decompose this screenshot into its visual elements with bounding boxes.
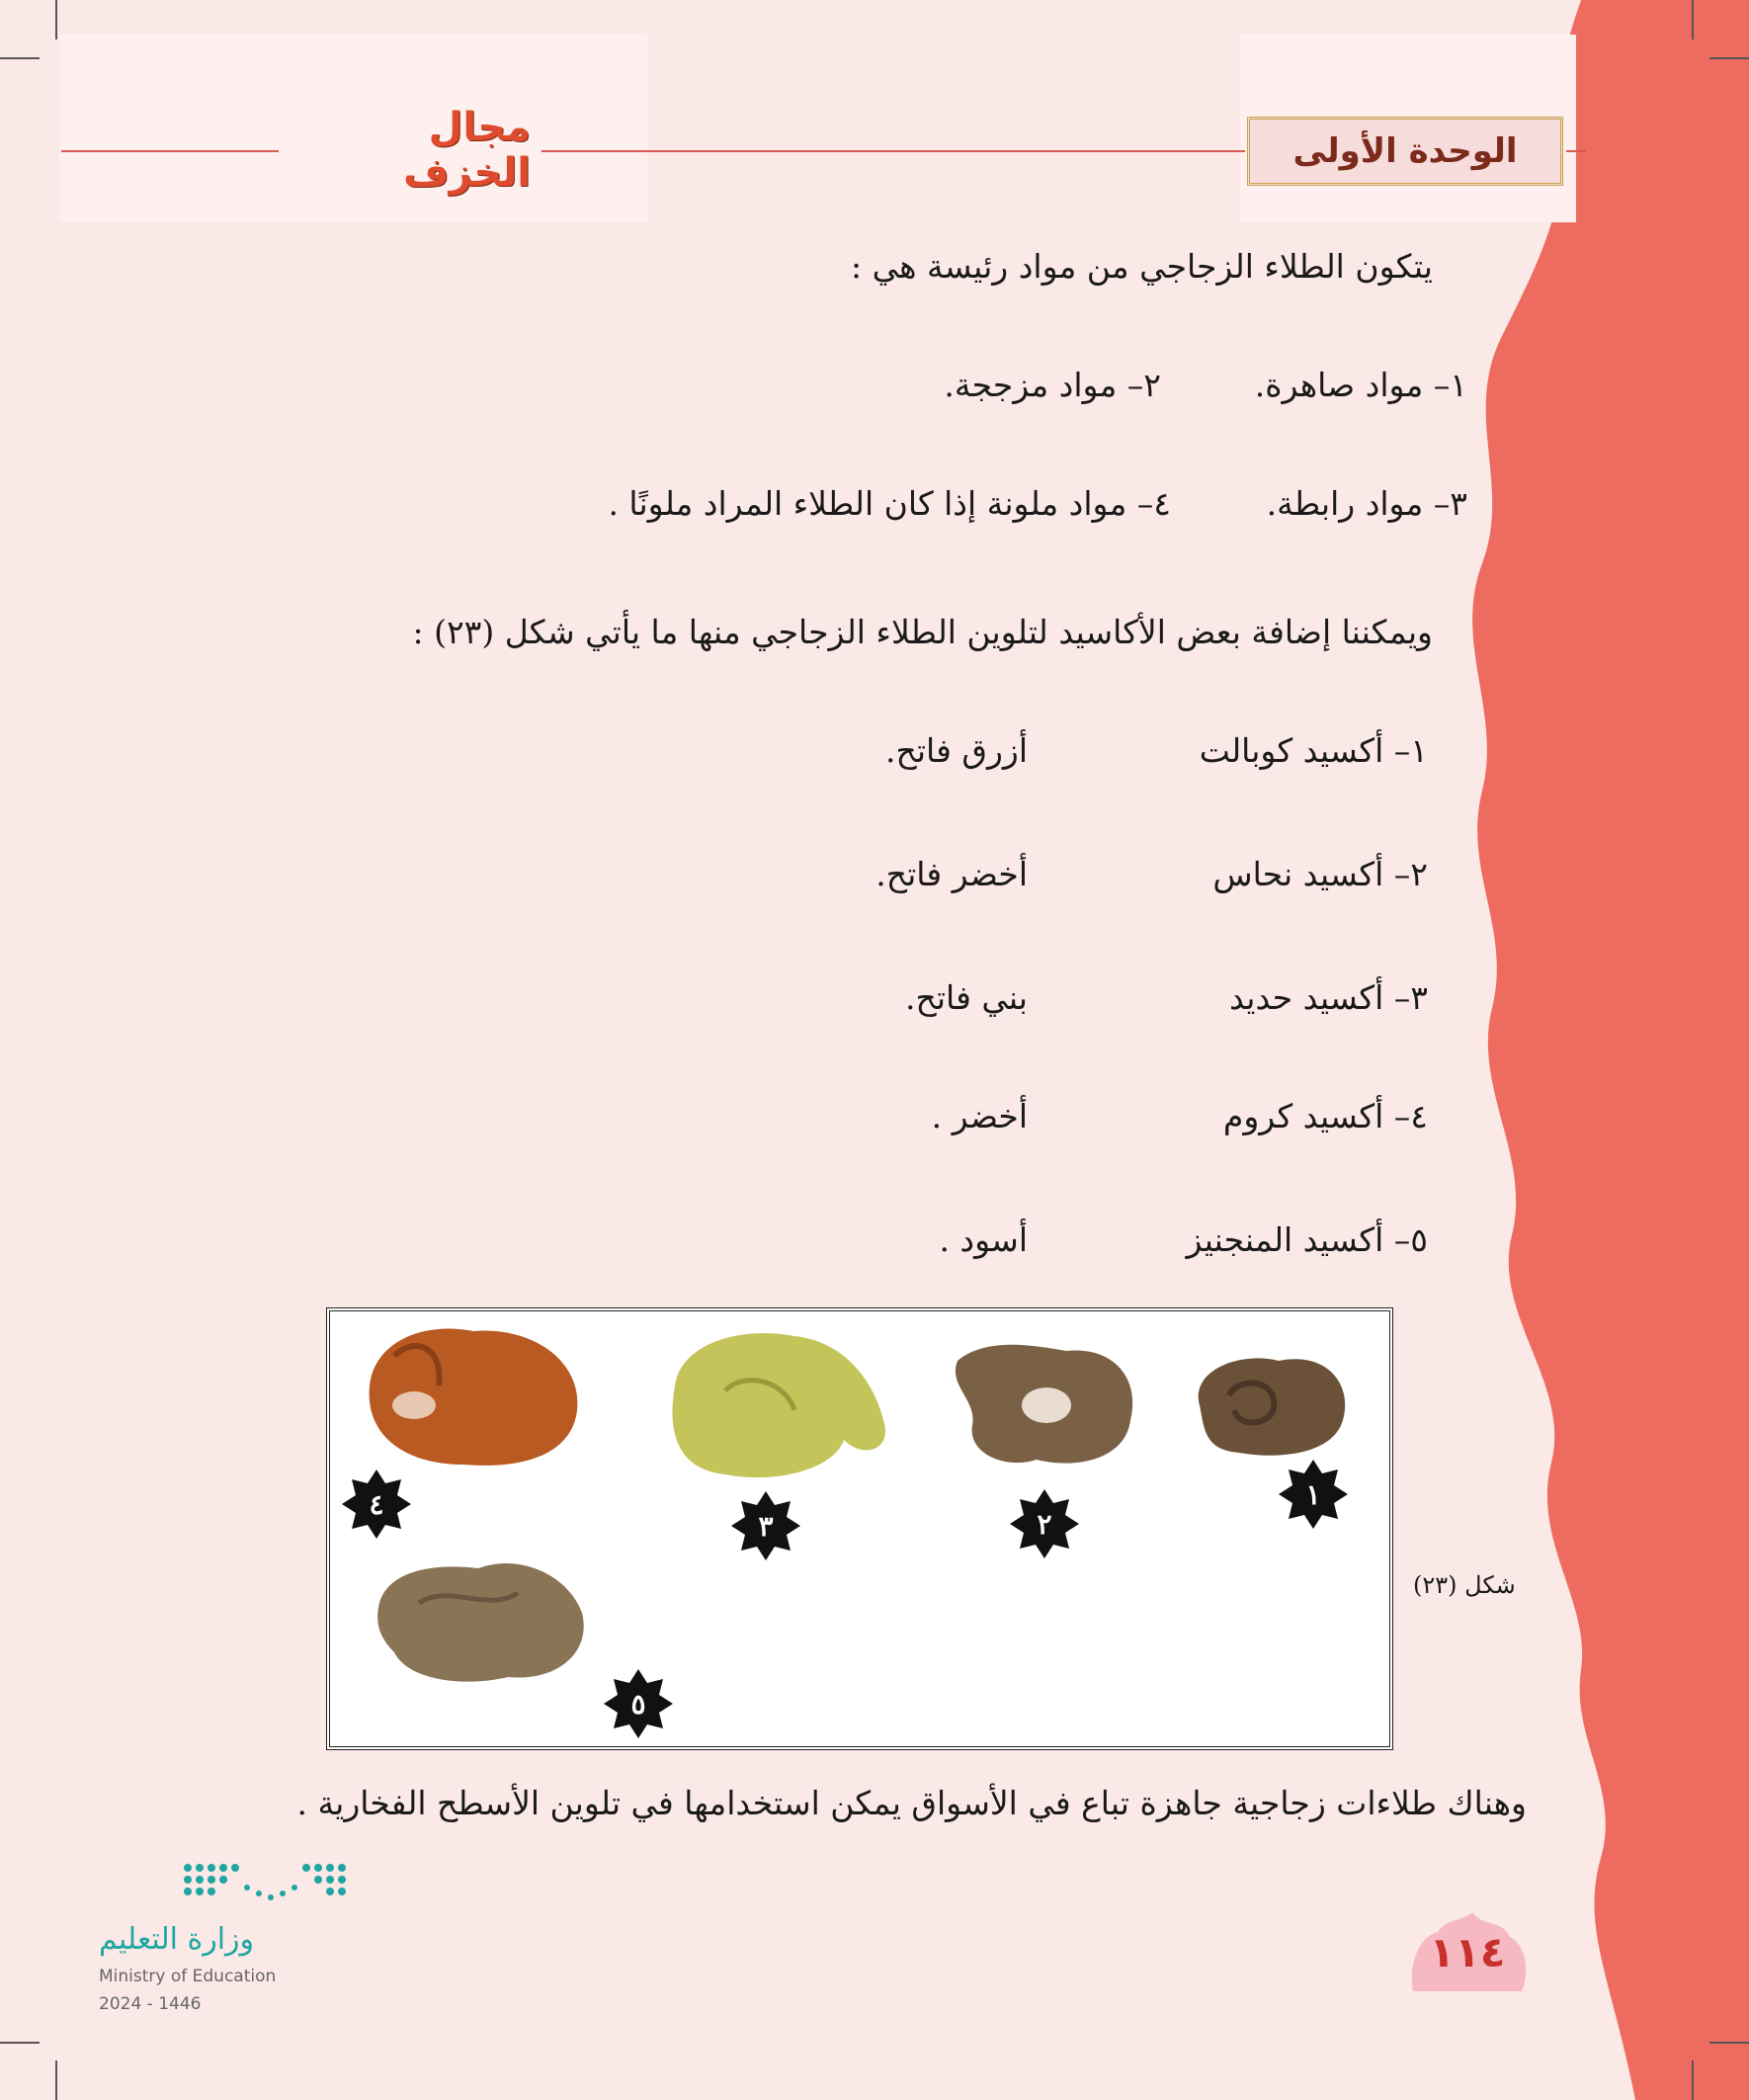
oxides-intro: ويمكننا إضافة بعض الأكاسيد لتلوين الطلاء الزجاجي منها ما يأتي شكل (٢٣) : xyxy=(412,613,1433,651)
oxide-color-4: أخضر . xyxy=(931,1097,1028,1135)
figure-label-2: ٢ xyxy=(1037,1507,1052,1541)
figure-caption: شكل (٢٣) xyxy=(1413,1571,1516,1599)
ministry-dots-icon xyxy=(178,1858,356,1907)
oxide-color-1: أزرق فاتح. xyxy=(885,731,1028,770)
figure-label-3: ٣ xyxy=(758,1509,774,1543)
oxide-name-2: ٢– أكسيد نحاس xyxy=(1212,855,1428,893)
oxide-sample-3-image xyxy=(646,1321,903,1489)
crop-mark xyxy=(1709,57,1749,59)
figure-label-4: ٤ xyxy=(369,1487,384,1521)
ministry-year: 2024 - 1446 xyxy=(99,1994,202,2014)
closing-text: وهناك طلاءات زجاجية جاهزة تباع في الأسواق يمكن استخدامها في تلوين الأسطح الفخارية . xyxy=(296,1784,1527,1822)
header-rule-left xyxy=(61,150,279,152)
figure-label-5: ٥ xyxy=(630,1687,646,1721)
header-rule-middle xyxy=(541,150,1245,152)
figure-23-frame xyxy=(326,1307,1393,1750)
intro-text: يتكون الطلاء الزجاجي من مواد رئيسة هي : xyxy=(851,247,1433,286)
oxide-sample-2-image xyxy=(948,1331,1145,1479)
oxide-color-3: بني فاتح. xyxy=(905,978,1028,1017)
unit-title: الوحدة الأولى xyxy=(1292,131,1518,171)
material-item-1: ١– مواد صاهرة. xyxy=(1254,366,1467,404)
crop-mark xyxy=(1709,2042,1749,2044)
crop-mark xyxy=(1692,2060,1694,2100)
unit-badge xyxy=(1247,117,1563,186)
crop-mark xyxy=(55,2060,57,2100)
material-item-4: ٤– مواد ملونة إذا كان الطلاء المراد ملونًا . xyxy=(608,484,1171,523)
figure-label-1: ١ xyxy=(1305,1477,1321,1511)
page-number: ١١٤ xyxy=(1429,1927,1506,1976)
oxide-name-1: ١– أكسيد كوبالت xyxy=(1199,731,1428,770)
sample-5-shape xyxy=(377,1563,584,1682)
ministry-name-ar: وزارة التعليم xyxy=(99,1922,255,1957)
oxide-name-5: ٥– أكسيد المنجنيز xyxy=(1186,1220,1428,1259)
oxide-color-5: أسود . xyxy=(939,1220,1028,1259)
oxide-name-3: ٣– أكسيد حديد xyxy=(1228,978,1428,1017)
material-item-2: ٢– مواد مزججة. xyxy=(944,366,1161,404)
sample-3-shape xyxy=(673,1333,885,1477)
oxide-sample-5-image xyxy=(370,1544,597,1692)
crop-mark xyxy=(0,2042,40,2044)
oxide-sample-1-image xyxy=(1180,1346,1358,1465)
header-rule-right xyxy=(1566,150,1586,152)
material-item-3: ٣– مواد رابطة. xyxy=(1266,484,1467,523)
oxide-color-2: أخضر فاتح. xyxy=(875,855,1028,893)
ministry-name-en: Ministry of Education xyxy=(99,1967,277,1986)
crop-mark xyxy=(0,57,40,59)
oxide-sample-4-image xyxy=(355,1316,592,1474)
oxide-name-4: ٤– أكسيد كروم xyxy=(1222,1097,1428,1135)
field-title: مجال الخزف xyxy=(403,105,531,196)
crop-mark xyxy=(1692,0,1694,40)
crop-mark xyxy=(55,0,57,40)
